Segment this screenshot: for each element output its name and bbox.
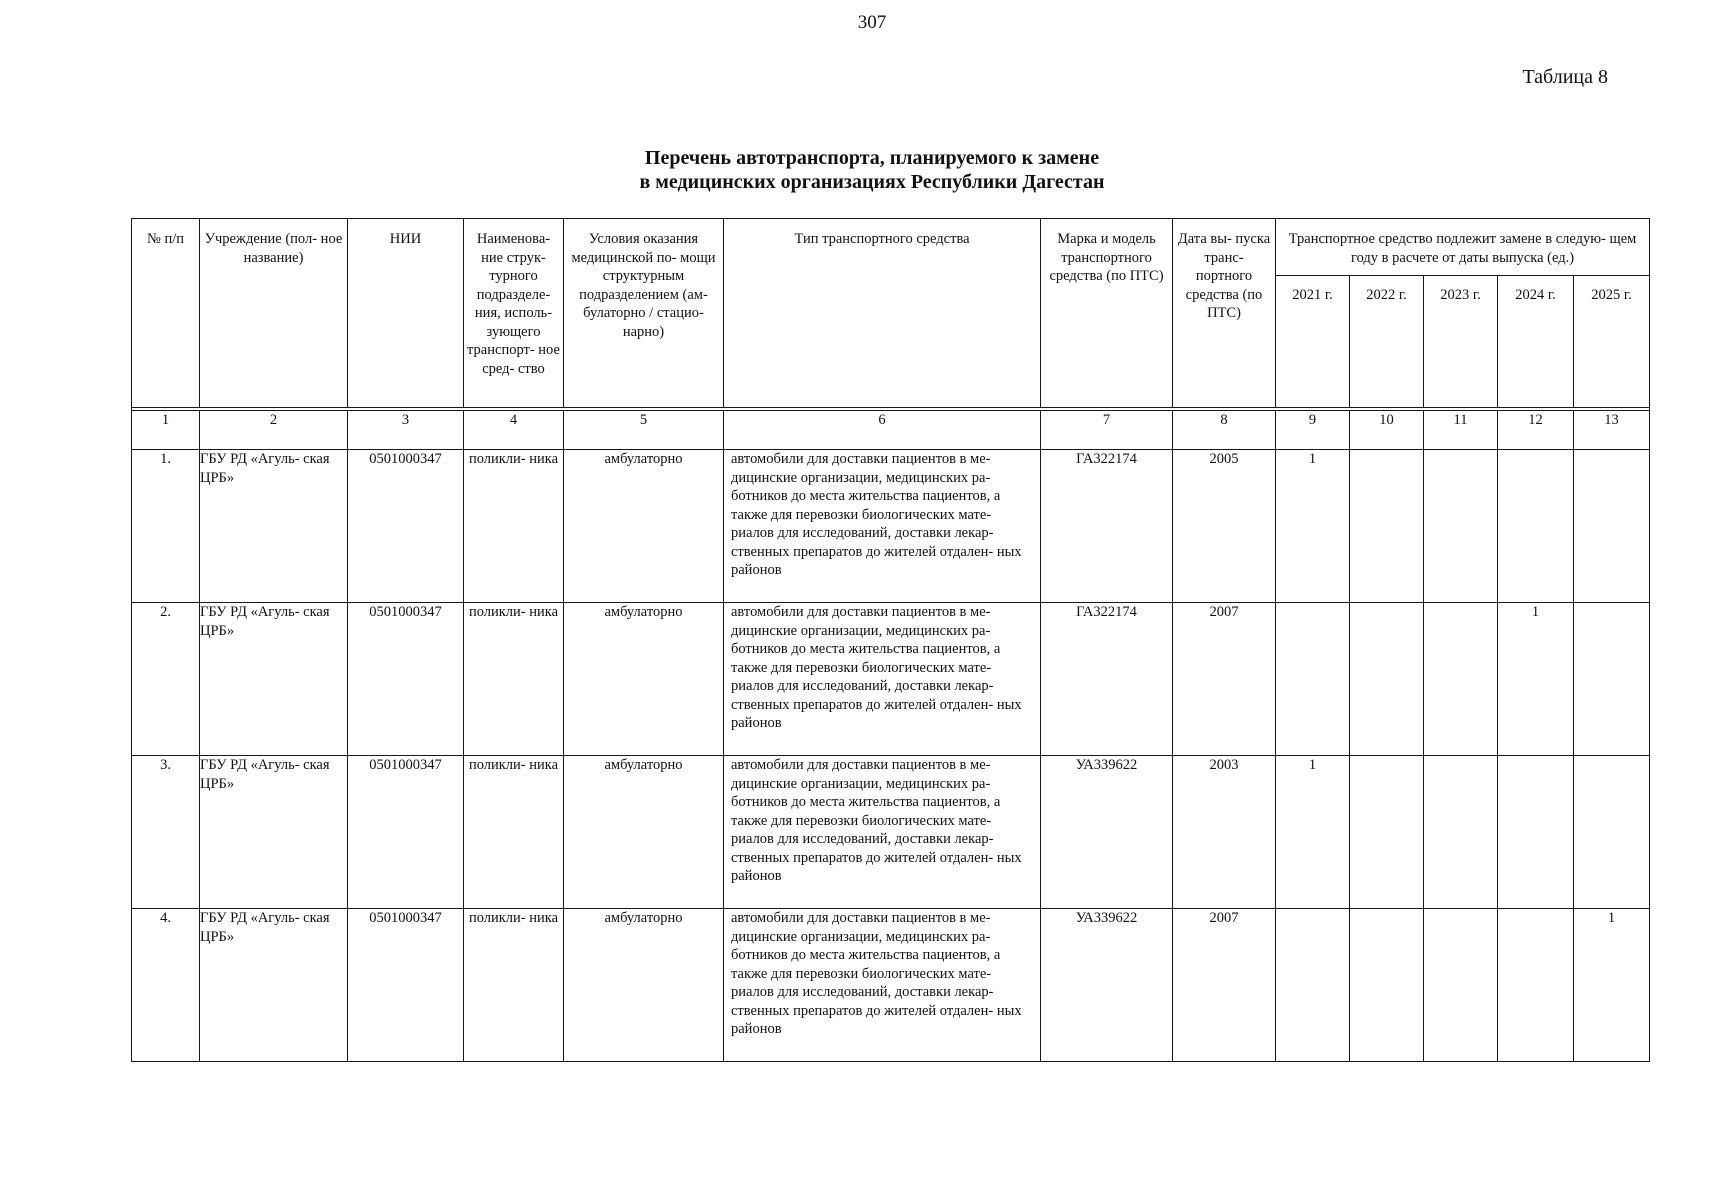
header-institution: Учреждение (пол- ное название)	[200, 219, 348, 408]
table-row	[132, 603, 1650, 756]
document-title-line-1: Перечень автотранспорта, планируемого к замене	[644, 147, 1100, 169]
row-year-2022	[1350, 909, 1424, 1062]
header-year-2025: 2025 г.	[1574, 276, 1650, 408]
header-num: № п/п	[132, 219, 200, 408]
header-year-2024: 2024 г.	[1498, 276, 1574, 408]
vehicle-replacement-table	[131, 218, 1650, 1062]
table-label: Таблица 8	[1522, 66, 1608, 88]
column-number: 7	[1041, 411, 1173, 450]
row-nii: 0501000347	[348, 909, 464, 1062]
row-year-2025	[1574, 450, 1650, 603]
row-conditions: амбулаторно	[564, 603, 724, 756]
row-subdivision: поликли- ника	[464, 450, 564, 603]
row-year-2022	[1350, 450, 1424, 603]
column-number: 2	[200, 411, 348, 450]
row-release-date: 2007	[1173, 909, 1276, 1062]
row-year-2022	[1350, 603, 1424, 756]
row-release-date: 2007	[1173, 603, 1276, 756]
row-nii: 0501000347	[348, 450, 464, 603]
column-number: 11	[1424, 411, 1498, 450]
header-vehicle-type: Тип транспортного средства	[724, 219, 1041, 408]
row-year-2025: 1	[1574, 909, 1650, 1062]
row-year-2021: 1	[1276, 450, 1350, 603]
column-number: 1	[132, 411, 200, 450]
row-institution: ГБУ РД «Агуль- ская ЦРБ»	[200, 756, 348, 909]
row-model: УА339622	[1041, 909, 1173, 1062]
row-conditions: амбулаторно	[564, 756, 724, 909]
row-year-2023	[1424, 450, 1498, 603]
row-year-2025	[1574, 603, 1650, 756]
column-number: 13	[1574, 411, 1650, 450]
header-year-2021: 2021 г.	[1276, 276, 1350, 408]
header-model: Марка и модель транспортного средства (по ПТС)	[1041, 219, 1173, 408]
column-number: 10	[1350, 411, 1424, 450]
row-num: 1.	[132, 450, 200, 603]
row-institution: ГБУ РД «Агуль- ская ЦРБ»	[200, 909, 348, 1062]
row-conditions: амбулаторно	[564, 909, 724, 1062]
row-release-date: 2005	[1173, 450, 1276, 603]
column-number: 12	[1498, 411, 1574, 450]
row-institution: ГБУ РД «Агуль- ская ЦРБ»	[200, 450, 348, 603]
row-num: 3.	[132, 756, 200, 909]
row-subdivision: поликли- ника	[464, 603, 564, 756]
row-year-2023	[1424, 603, 1498, 756]
row-year-2021	[1276, 603, 1350, 756]
row-model: ГА322174	[1041, 603, 1173, 756]
row-year-2021: 1	[1276, 756, 1350, 909]
row-institution: ГБУ РД «Агуль- ская ЦРБ»	[200, 603, 348, 756]
row-year-2024	[1498, 756, 1574, 909]
column-number: 6	[724, 411, 1041, 450]
row-release-date: 2003	[1173, 756, 1276, 909]
column-number: 8	[1173, 411, 1276, 450]
row-year-2025	[1574, 756, 1650, 909]
column-number-row	[132, 411, 1650, 450]
column-number: 3	[348, 411, 464, 450]
row-year-2024: 1	[1498, 603, 1574, 756]
row-year-2023	[1424, 909, 1498, 1062]
row-year-2024	[1498, 450, 1574, 603]
row-subdivision: поликли- ника	[464, 909, 564, 1062]
header-year-2022: 2022 г.	[1350, 276, 1424, 408]
row-subdivision: поликли- ника	[464, 756, 564, 909]
row-year-2022	[1350, 756, 1424, 909]
header-subdivision: Наименова- ние струк- турного подразделе- ния, исполь- зующего транспорт- ное сред- ство	[464, 219, 564, 408]
row-model: УА339622	[1041, 756, 1173, 909]
page-number: 307	[857, 12, 887, 33]
row-nii: 0501000347	[348, 756, 464, 909]
row-num: 2.	[132, 603, 200, 756]
table-row	[132, 909, 1650, 1062]
table-row	[132, 756, 1650, 909]
row-model: ГА322174	[1041, 450, 1173, 603]
row-conditions: амбулаторно	[564, 450, 724, 603]
row-vehicle-type: автомобили для доставки пациентов в ме- дицинские организации, медицинских ра- ботников до места жительства пациентов, а также для перевозки биологических мате- риалов для исследований, доставки лекар- ственных препаратов до жителей отдален- ных районов	[724, 909, 1041, 1062]
row-vehicle-type: автомобили для доставки пациентов в ме- дицинские организации, медицинских ра- ботников до места жительства пациентов, а также для перевозки биологических мате- риалов для исследований, доставки лекар- ственных препаратов до жителей отдален- ных районов	[724, 603, 1041, 756]
row-vehicle-type: автомобили для доставки пациентов в ме- дицинские организации, медицинских ра- ботников до места жительства пациентов, а также для перевозки биологических мате- риалов для исследований, доставки лекар- ственных препаратов до жителей отдален- ных районов	[724, 450, 1041, 603]
header-replacement-group: Транспортное средство подлежит замене в следую- щем году в расчете от даты выпуска (ед.)	[1276, 219, 1650, 276]
header-release-date: Дата вы- пуска транс- портного средства (по ПТС)	[1173, 219, 1276, 408]
column-number: 5	[564, 411, 724, 450]
row-vehicle-type: автомобили для доставки пациентов в ме- дицинские организации, медицинских ра- ботников до места жительства пациентов, а также для перевозки биологических мате- риалов для исследований, доставки лекар- ственных препаратов до жителей отдален- ных районов	[724, 756, 1041, 909]
table-row	[132, 450, 1650, 603]
header-year-2023: 2023 г.	[1424, 276, 1498, 408]
column-number: 4	[464, 411, 564, 450]
row-num: 4.	[132, 909, 200, 1062]
document-title-line-2: в медицинских организациях Республики Дагестан	[639, 171, 1105, 193]
row-year-2021	[1276, 909, 1350, 1062]
row-nii: 0501000347	[348, 603, 464, 756]
column-number: 9	[1276, 411, 1350, 450]
header-nii: НИИ	[348, 219, 464, 408]
row-year-2023	[1424, 756, 1498, 909]
header-conditions: Условия оказания медицинской по- мощи структурным подразделением (ам- булаторно / стацио- нарно)	[564, 219, 724, 408]
document-title	[0, 146, 1714, 194]
row-year-2024	[1498, 909, 1574, 1062]
